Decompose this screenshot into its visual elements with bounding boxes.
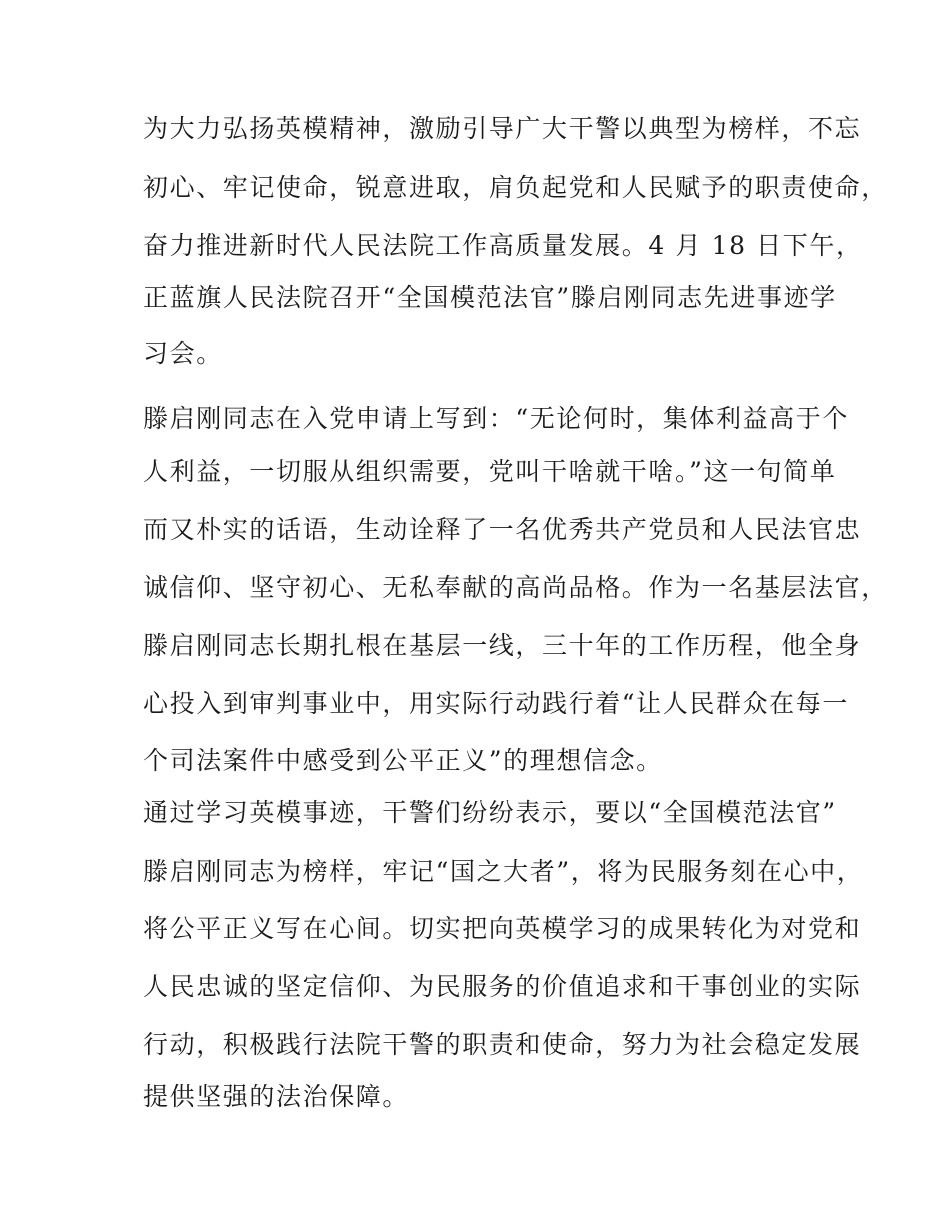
- paragraph-line: 奋力推进新时代人民法院工作高质量发展。4 月 18 日下午，: [143, 231, 863, 260]
- paragraph-line: 习会。: [143, 339, 223, 368]
- paragraph-line: 滕启刚同志为榜样，牢记“国之大者”，将为民服务刻在心中，: [143, 857, 864, 886]
- paragraph-line: 人利益，一切服从组织需要，党叫干啥就干啥。”这一句简单: [143, 457, 837, 486]
- paragraph-line: 为大力弘扬英模精神，激励引导广大干警以典型为榜样，不忘: [143, 114, 862, 143]
- paragraph-line: 正蓝旗人民法院召开“全国模范法官”滕启刚同志先进事迹学: [143, 283, 837, 312]
- paragraph-line: 将公平正义写在心间。切实把向英模学习的成果转化为对党和: [143, 914, 862, 943]
- paragraph-line: 诚信仰、坚守初心、无私奉献的高尚品格。作为一名基层法官，: [143, 573, 888, 602]
- paragraph-line: 人民忠诚的坚定信仰、为民服务的价值追求和干事创业的实际: [143, 972, 862, 1001]
- paragraph-line: 提供坚强的法治保障。: [143, 1082, 410, 1111]
- paragraph-line: 行动，积极践行法院干警的职责和使命，努力为社会稳定发展: [143, 1030, 862, 1059]
- paragraph-line: 而又朴实的话语，生动诠释了一名优秀共产党员和人民法官忠: [143, 515, 862, 544]
- paragraph-line: 心投入到审判事业中，用实际行动践行着“让人民群众在每一: [143, 689, 849, 718]
- paragraph-line: 个司法案件中感受到公平正义”的理想信念。: [143, 746, 663, 775]
- paragraph-line: 滕启刚同志在入党申请上写到：“无论何时，集体利益高于个: [143, 404, 849, 433]
- paragraph-line: 滕启刚同志长期扎根在基层一线，三十年的工作历程，他全身: [143, 631, 862, 660]
- paragraph-line: 通过学习英模事迹，干警们纷纷表示，要以“全国模范法官”: [143, 798, 837, 827]
- paragraph-line: 初心、牢记使命，锐意进取，肩负起党和人民赋予的职责使命，: [143, 173, 888, 202]
